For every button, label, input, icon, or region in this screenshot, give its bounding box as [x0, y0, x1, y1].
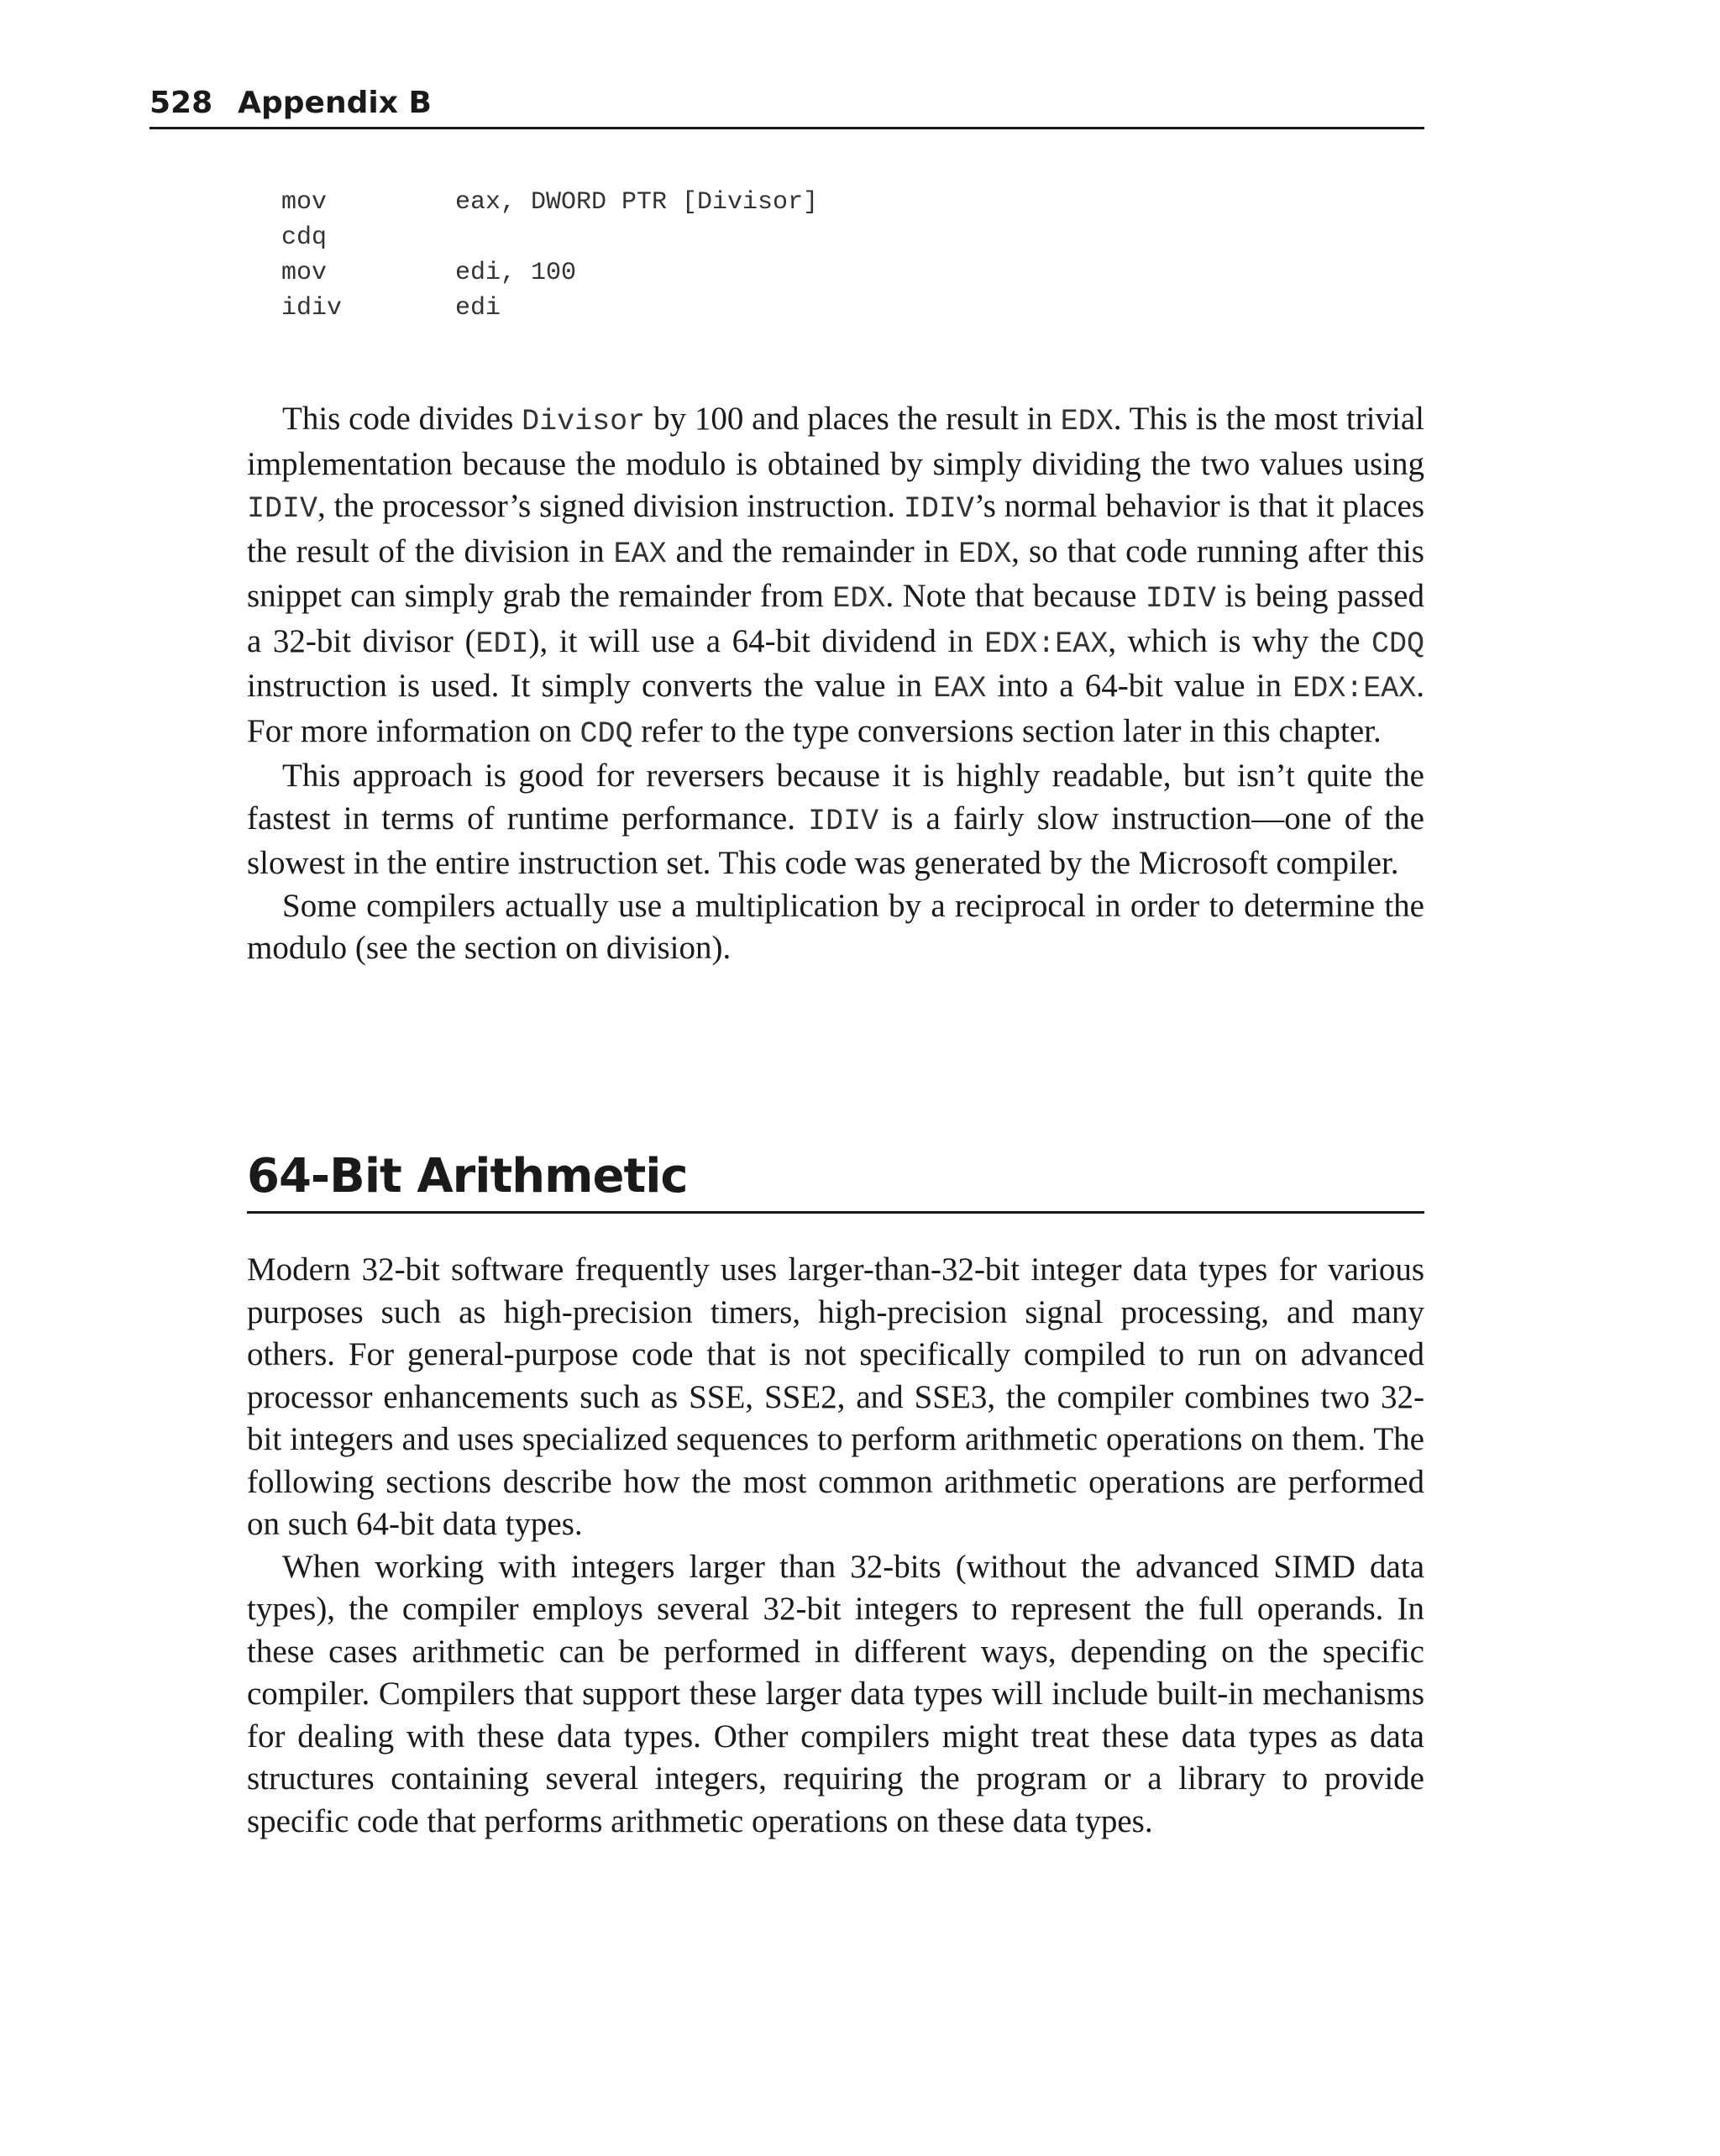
inline-code: EAX: [933, 672, 987, 706]
running-header: [149, 80, 1424, 129]
text-run: , the processor’s signed division instruction.: [317, 488, 904, 524]
paragraph-idiv-explanation: [247, 398, 1424, 755]
code-mnemonic: idiv: [281, 294, 343, 323]
text-run: . Note that because: [885, 578, 1146, 614]
code-operands: edi: [455, 294, 501, 323]
inline-code: IDIV: [1145, 582, 1216, 616]
code-line: [281, 185, 818, 220]
body-text-lower: [247, 1249, 1424, 1843]
inline-code: EAX: [613, 537, 667, 571]
text-run: and the remainder in: [666, 532, 959, 569]
text-run: ’s normal behavior is that it places the result of the division in: [247, 488, 1424, 569]
paragraph-64bit-intro: Modern 32-bit software frequently uses larger-than-32-bit integer data types for various purposes such as high-precision timers, high-precision signal processing, and many others. For general-purpose code that is not specifically compiled to run on advanced processor enhancements such as SSE, SSE2, and SSE3, the compiler combines two 32-bit integers and uses specialized sequences to perform arithmetic operations on them. The following sections describe how the most common arithmetic operations are performed on such 64-bit data types.: [247, 1251, 1424, 1542]
text-run: . This is the most trivial implementation because the modulo is obtained by simply dividing the two values using: [247, 401, 1424, 482]
paragraph-reciprocal: Some compilers actually use a multiplication by a reciprocal in order to determine the modulo (see the section on division).: [247, 887, 1424, 966]
page-number: 528: [149, 86, 213, 120]
inline-code: EDI: [475, 627, 529, 661]
code-line: [281, 220, 818, 255]
text-run: . For more information on: [247, 668, 1424, 749]
inline-code: Divisor: [522, 405, 646, 438]
body-text-upper: [247, 398, 1424, 970]
text-run: refer to the type conversions section later in this chapter.: [632, 712, 1382, 749]
inline-code: IDIV: [808, 804, 879, 838]
text-run: by 100 and places the result in: [645, 401, 1061, 437]
inline-code: IDIV: [247, 492, 318, 526]
inline-code: EDX:EAX: [984, 627, 1109, 661]
running-title: Appendix B: [238, 86, 432, 120]
paragraph-64bit-operands: When working with integers larger than 32-bits (without the advanced SIMD data types), the compiler employs several 32-bit integers to represent the full operands. In these cases arithmetic can be performed in different ways, depending on the specific compiler. Compilers that support these larger data types will include built-in mechanisms for dealing with these data types. Other compilers might treat these data types as data structures containing several integers, requiring the program or a library to provide specific code that performs arithmetic operations on these data types.: [247, 1548, 1424, 1839]
code-mnemonic: cdq: [281, 223, 328, 252]
code-mnemonic: mov: [281, 188, 328, 217]
inline-code: CDQ: [1371, 627, 1424, 661]
inline-code: EDX: [958, 537, 1012, 571]
text-run: into a 64-bit value in: [986, 668, 1293, 704]
inline-code: IDIV: [903, 492, 974, 526]
section-heading: 64-Bit Arithmetic: [247, 1142, 1424, 1214]
text-run: is a fairly slow instruction—one of the slowest in the entire instruction set. This code was generated by the Microsoft compiler.: [247, 800, 1424, 881]
text-run: This code divides: [282, 401, 522, 437]
text-run: , so that code running after this snippet can simply grab the remainder from: [247, 532, 1424, 614]
inline-code: EDX: [1060, 405, 1114, 438]
text-run: This approach is good for reversers because it is highly readable, but isn’t quite the fastest in terms of runtime performance.: [247, 758, 1424, 837]
code-listing: [281, 185, 818, 326]
inline-code: EDX: [832, 582, 886, 616]
paragraph-approach: [247, 755, 1424, 885]
code-mnemonic: mov: [281, 259, 328, 287]
code-line: [281, 255, 818, 291]
code-operands: eax, DWORD PTR [Divisor]: [455, 188, 819, 217]
inline-code: CDQ: [579, 716, 633, 751]
code-operands: edi, 100: [455, 259, 577, 287]
code-line: [281, 291, 818, 326]
text-run: is being passed a 32-bit divisor (: [247, 578, 1424, 659]
inline-code: EDX:EAX: [1293, 672, 1417, 706]
text-run: instruction is used. It simply converts the value in: [247, 668, 934, 704]
text-run: , which is why the: [1108, 622, 1371, 659]
text-run: ), it will use a 64-bit dividend in: [528, 622, 985, 659]
